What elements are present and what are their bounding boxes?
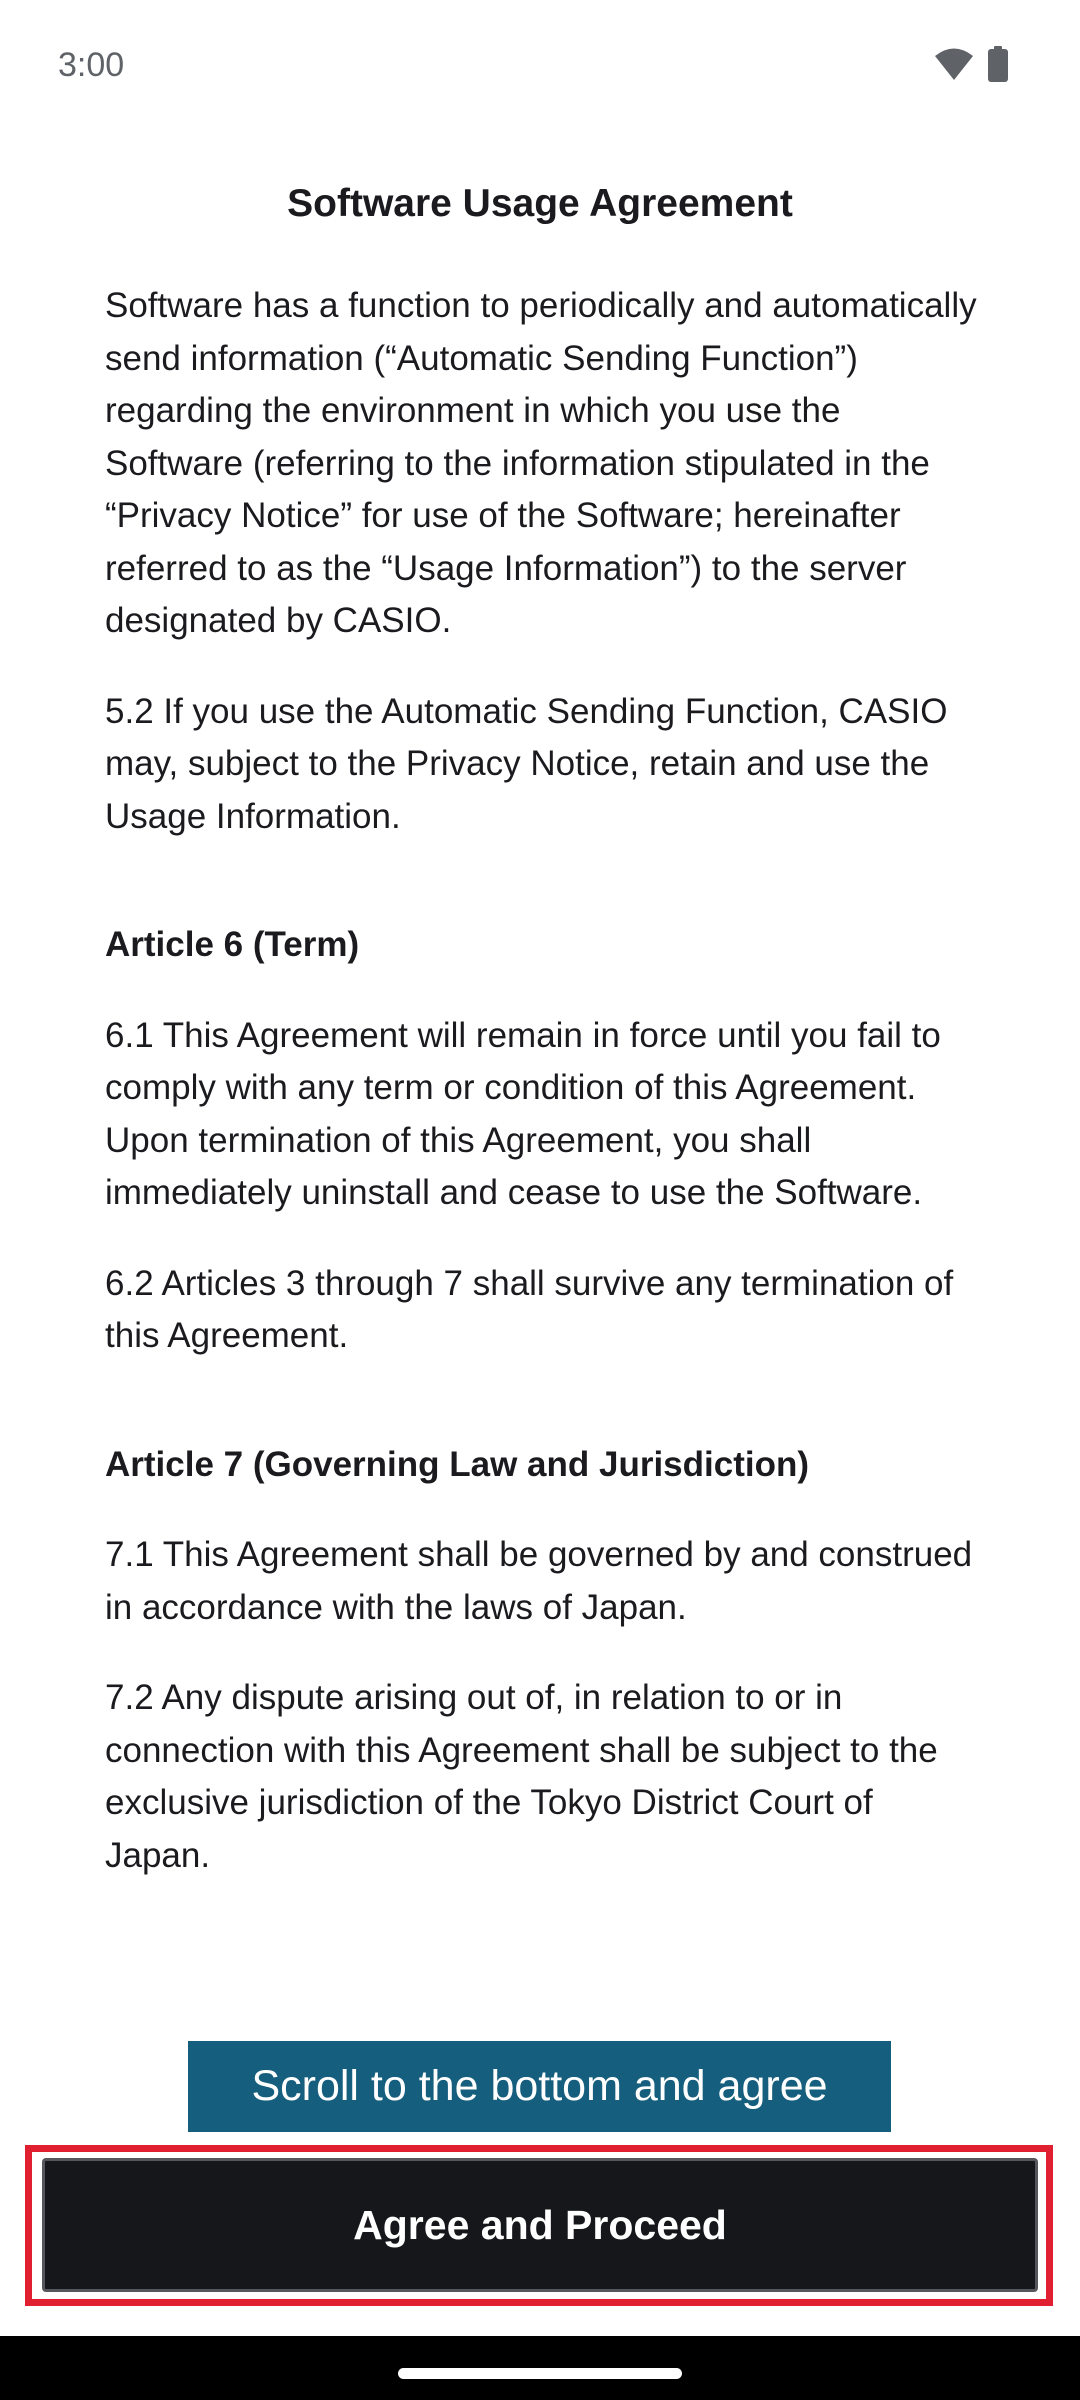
- status-time: 3:00: [58, 46, 125, 84]
- heading-article-6: Article 6 (Term): [105, 925, 360, 964]
- paragraph-6-1: 6.1 This Agreement will remain in force until you fail to comply with any term or condition of this Agreement. Upon termination of this Agreement, you shall immediately uninstall and cease to use the Software.: [105, 1015, 941, 1212]
- paragraph-automatic-sending: Software has a function to periodically and automatically send information (“Automatic Sending Function”) regarding the environment in which you use the Software (referring to the information stipulated in the “Privacy Notice” for use of the Software; hereinafter referred to as the “Usage Information”) to the server designated by CASIO.: [105, 286, 977, 640]
- heading-article-7: Article 7 (Governing Law and Jurisdiction): [105, 1444, 809, 1484]
- paragraph-5-2: 5.2 If you use the Automatic Sending Function, CASIO may, subject to the Privacy Notice, retain and use the Usage Information.: [105, 691, 948, 836]
- paragraph-7-2: 7.2 Any dispute arising out of, in relation to or in connection with this Agreement shall be subject to the exclusive jurisdiction of the Tokyo District Court of Japan.: [105, 1678, 938, 1875]
- agree-and-proceed-button[interactable]: Agree and Proceed: [42, 2158, 1038, 2292]
- paragraph-6-2: 6.2 Articles 3 through 7 shall survive any termination of this Agreement.: [105, 1263, 954, 1355]
- home-indicator[interactable]: [398, 2368, 682, 2379]
- status-bar: [0, 0, 1080, 135]
- scroll-hint-banner: Scroll to the bottom and agree: [188, 2041, 891, 2132]
- status-icons: [934, 46, 1008, 87]
- wifi-icon: [934, 47, 974, 86]
- page-title: Software Usage Agreement: [287, 182, 793, 225]
- agreement-content[interactable]: [105, 280, 985, 1920]
- paragraph-7-1: 7.1 This Agreement shall be governed by and construed in accordance with the laws of Japan.: [105, 1535, 973, 1627]
- battery-icon: [988, 46, 1008, 87]
